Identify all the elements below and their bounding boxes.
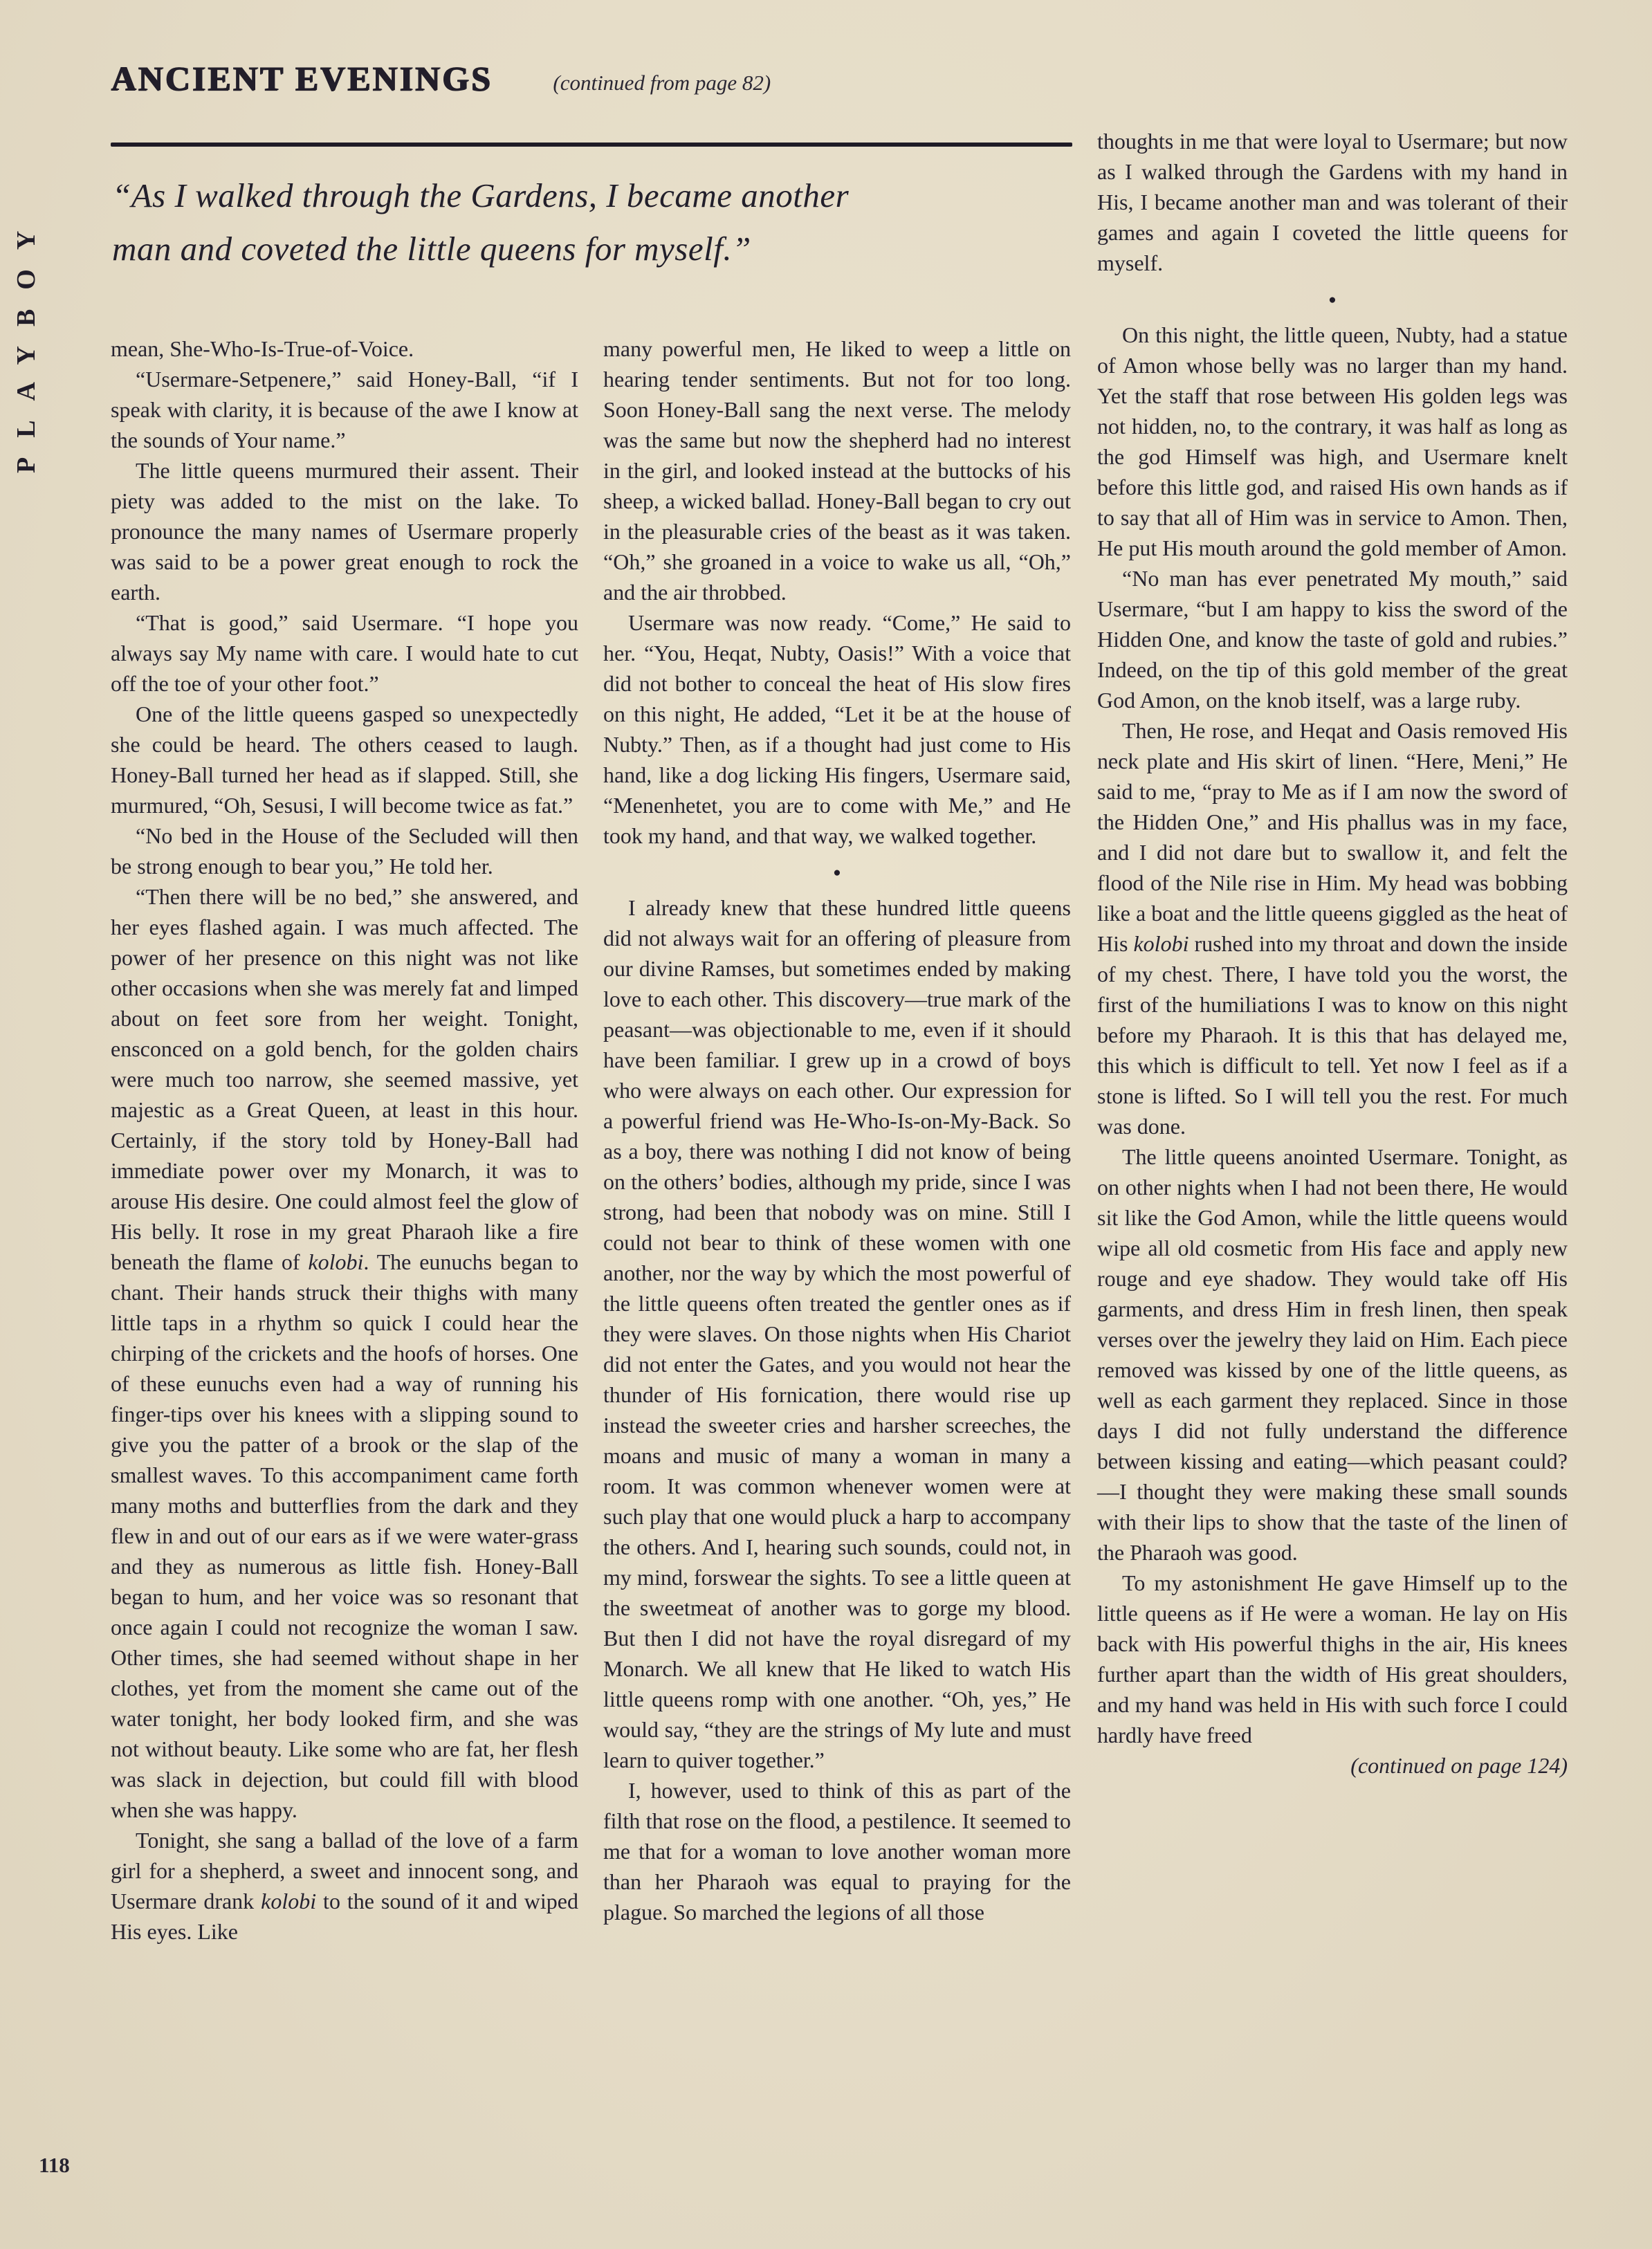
continued-from-label: (continued from page 82) [553,71,771,95]
paragraph: Tonight, she sang a ballad of the love of a farm girl for a shepherd, a sweet and innocent song, and Usermare drank kolobi to the sound of it and wiped His eyes. Like [111,1828,579,1944]
pull-quote [112,169,1081,275]
paragraph: I, however, used to think of this as part of the filth that rose on the flood, a pestilence. It seemed to me that for a woman to love another woman more than her Pharaoh was equal to praying for the plague. So marched the legions of all those [603,1778,1071,1925]
paragraph: “No man has ever penetrated My mouth,” said Usermare, “but I am happy to kiss the sword of the Hidden One, and know the taste of gold and rubies.” Indeed, on the tip of this gold member of the great God Amon, on the knob itself, was a large ruby. [1097,566,1568,713]
paragraph: The little queens murmured their assent. Their piety was added to the mist on the lake. To pronounce the many names of Usermare properly was said to be a power great enough to rock the earth. [111,458,578,605]
paragraph: “Then there will be no bed,” she answered, and her eyes flashed again. I was much affected. The power of her presence on this night was not like other occasions when she was merely fat and limped about on feet sore from her weight. Tonight, ensconced on a gold bench, for the golden chairs were much too narrow, she seemed massive, yet majestic as a Great Queen, at least in this hour. Certainly, if the story told by Honey-Ball had immediate power over my Monarch, it was to arouse His desire. One could almost feel the glow of His belly. It rose in my great Pharaoh like a fire beneath the flame of kolobi. The eunuchs began to chant. Their hands struck their thighs with many little taps in a rhythm so quick I could hear the chirping of the crickets and the hoofs of horses. One of these eunuchs even had a way of running his finger-tips over his knees with a slipping sound to give you the patter of a brook or the slap of the smallest waves. To this accompaniment came forth many moths and butterflies from the dark and they flew in and out of our ears as if we were water-grass and they as numerous as little fish. Honey-Ball began to hum, and her voice was so resonant that once again I could not recognize the woman I saw. Other times, she had seemed without shape in her clothes, yet from the moment she came out of the water tonight, her body looked firm, and she was not without beauty. Like some who are fat, her flesh was slack in dejection, but could fill with blood when she was happy. [111,884,578,1822]
paragraph: The little queens anointed Usermare. Tonight, as on other nights when I had not been there, He would sit like the God Amon, while the little queens would wipe all old cosmetic from His face and apply new rouge and eye shadow. They would take off His garments, and dress Him in fresh linen, then speak verses over the jewelry they laid on Him. Each piece removed was kissed by one of the little queens, as well as each garment they replaced. Since in those days I did not fully understand the difference between kissing and eating—which peasant could?—I thought they were making these small sounds with their lips to show that the taste of the linen of the Pharaoh was good. [1097,1144,1568,1565]
divider-rule [111,143,1072,147]
text-column-2 [603,333,1071,1927]
paragraph: “Usermare-Setpenere,” said Honey-Ball, “if I speak with clarity, it is because of the awe I know at the sounds of Your name.” [111,367,578,452]
paragraph: One of the little queens gasped so unexpectedly she could be heard. The others ceased to laugh. Honey-Ball turned her head as if slapped. Still, she murmured, “Oh, Sesusi, I will become twice as fat.” [111,701,578,818]
paragraph: mean, She-Who-Is-True-of-Voice. [111,336,414,361]
paragraph: Then, He rose, and Heqat and Oasis removed His neck plate and His skirt of linen. “Here, Meni,” He said to me, “pray to Me as if I am now the sword of the Hidden One,” and His phallus was in my face, and I did not dare but to swallow it, and felt the flood of the Nile rise in Him. My head was bobbing like a boat and the little queens giggled as the heat of His kolobi rushed into my throat and down the inside of my chest. There, I have told you the worst, the first of the humiliations I was to know on this night before my Pharaoh. It is this that has delayed me, this which is difficult to tell. Yet now I feel as if a stone is lifted. So I will tell you the rest. For much was done. [1097,718,1568,1139]
article-title: ANCIENT EVENINGS [111,59,493,98]
article-header [111,58,1079,98]
paragraph: “That is good,” said Usermare. “I hope you always say My name with care. I would hate to cut off the toe of your other foot.” [111,610,578,696]
page-number: 118 [39,2153,70,2177]
section-bullet: ● [833,865,841,880]
playboy-vertical-brand: PLAYBOY [12,211,41,473]
text-column-3 [1097,126,1568,1781]
pull-quote-line-1: “As I walked through the Gardens, I became another [112,176,850,214]
paragraph: To my astonishment He gave Himself up to the little queens as if He were a woman. He lay on His back with His powerful thighs in the air, His knees further apart than the width of His great shoulders, and my hand was held in His with such force I could hardly have freed [1097,1570,1568,1747]
paragraph: thoughts in me that were loyal to Usermare; but now as I walked through the Gardens with my hand in His, I became another man and was tolerant of their games and again I coveted the little queens for myself. [1097,129,1568,275]
paragraph: On this night, the little queen, Nubty, had a statue of Amon whose belly was no larger than my hand. Yet the staff that rose between His golden legs was not hidden, no, to the contrary, it was half as long as the god Himself was high, and Usermare knelt before this little god, and raised His own hands as if to say that all of Him was in service to Amon. Then, He put His mouth around the gold member of Amon. [1097,322,1568,560]
paragraph: many powerful men, He liked to weep a little on hearing tender sentiments. But not for too long. Soon Honey-Ball sang the next verse. The melody was the same but now the shepherd had no interest in the girl, and looked instead at the buttocks of his sheep, a wicked ballad. Honey-Ball began to cry out in the pleasurable cries of the beast as it was taken. “Oh,” she groaned in a voice to wake us all, “Oh,” and the air throbbed. [603,336,1071,605]
paragraph: “No bed in the House of the Secluded will then be strong enough to bear you,” He told her. [111,823,578,879]
paragraph: I already knew that these hundred little queens did not always wait for an offering of pleasure from our divine Ramses, but sometimes ended by making love to each other. This discovery—true mark of the peasant—was objectionable to me, even if it should have been familiar. I grew up in a crowd of boys who were always on each other. Our expression for a powerful friend was He-Who-Is-on-My-Back. So as a boy, there was nothing I did not know of being on the others’ bodies, although my pride, since I was strong, had been that nobody was on mine. Still I could not bear to think of these women with one another, nor the way by which the most powerful of the little queens often treated the gentler ones as if they were slaves. On those nights when His Chariot did not enter the Gates, and you would not hear the thunder of His fornication, there would rise up instead the sweeter cries and harsher screeches, the moans and music of many a woman in many a room. It was common whenever women were at such play that one would pluck a harp to accompany the others. And I, hearing such sounds, could not, in my mind, forswear the sights. To see a little queen at the sweetmeat of another was to gorge my blood. But then I did not have the royal disregard of my Monarch. We all knew that He liked to watch His little queens romp with one another. “Oh, yes,” He would say, “they are the strings of My lute and must learn to quiver together.” [603,895,1071,1772]
paragraph: (continued on page 124) [1350,1753,1568,1778]
paragraph: Usermare was now ready. “Come,” He said to her. “You, Heqat, Nubty, Oasis!” With a voice that did not bother to conceal the heat of His slow fires on this night, He added, “Let it be at the house of Nubty.” Then, as if a thought had just come to His hand, like a dog licking His fingers, Usermare said, “Menenhetet, you are to come with Me,” and He took my hand, and that way, we walked together. [603,610,1071,848]
pull-quote-line-2: man and coveted the little queens for myself.” [112,230,751,268]
text-column-1 [111,333,578,1947]
section-bullet: ● [1328,293,1337,307]
